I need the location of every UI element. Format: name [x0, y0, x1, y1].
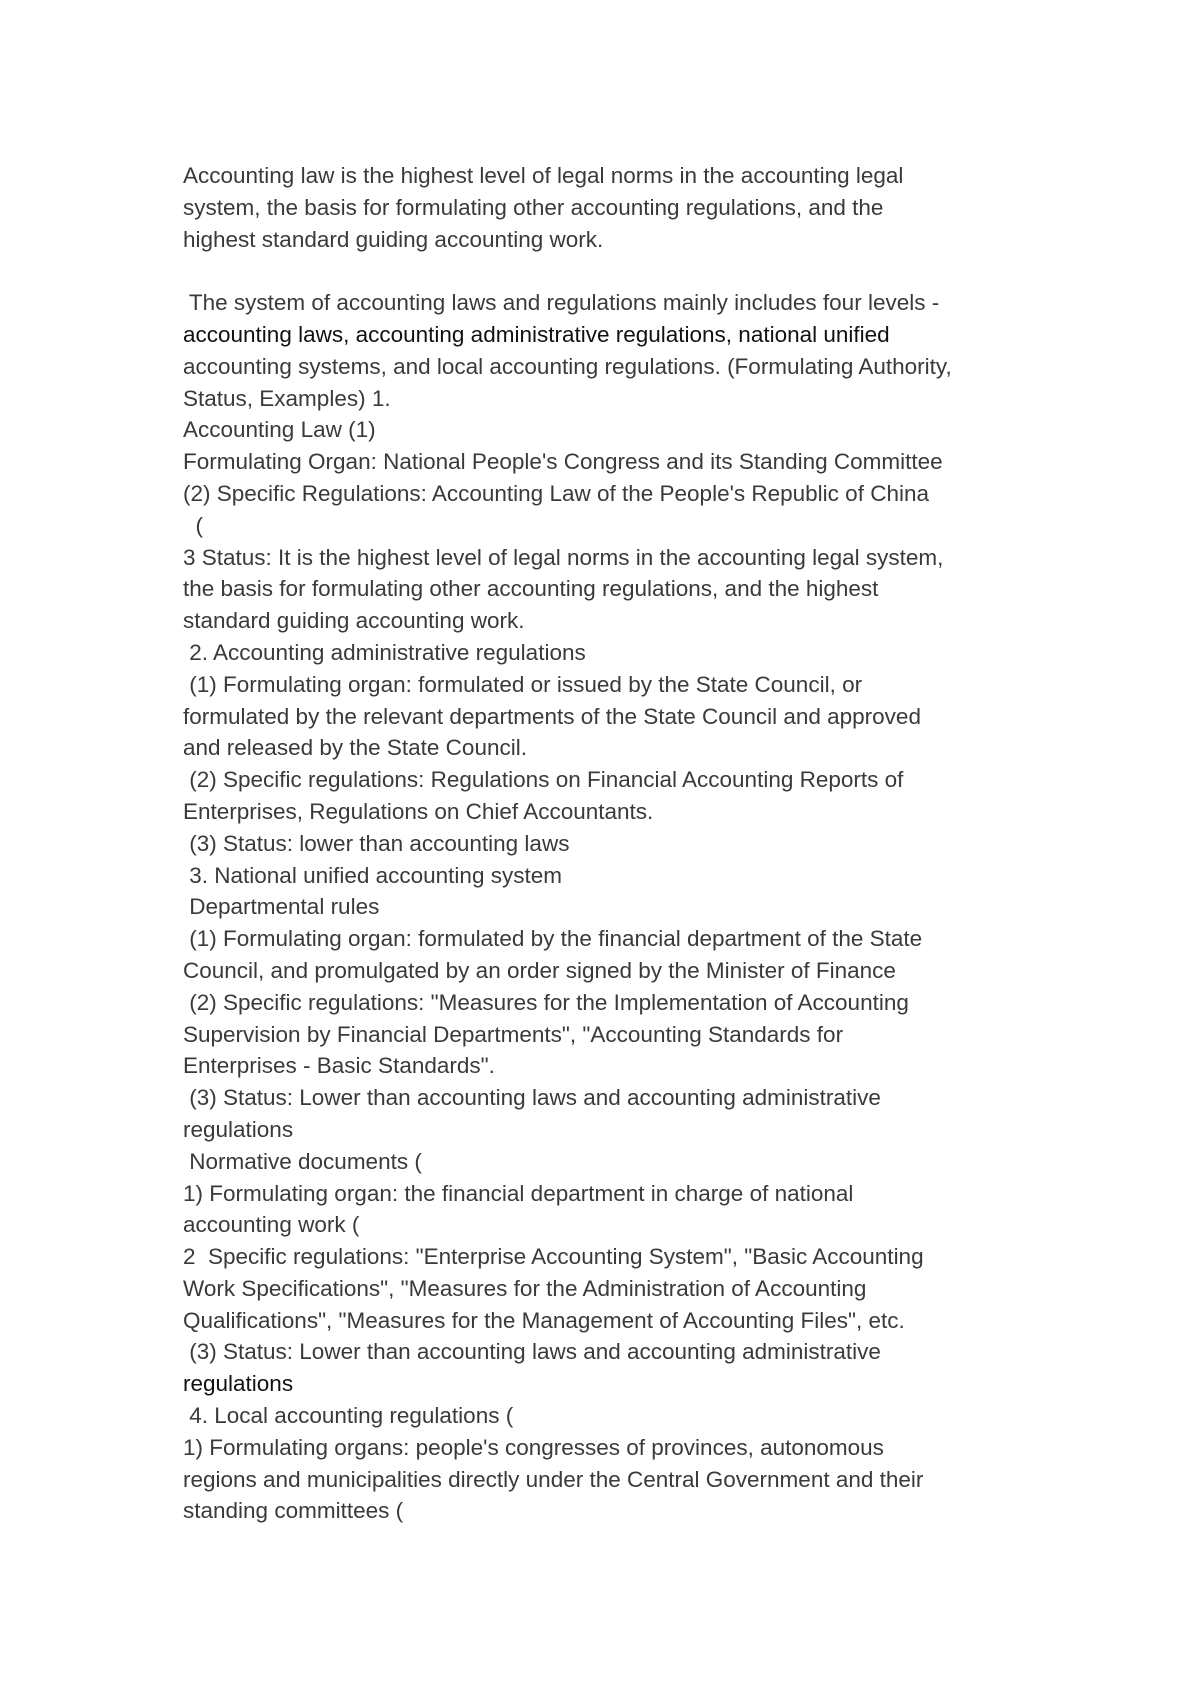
blank-line: [183, 255, 1043, 287]
text-line: (1) Formulating organ: formulated by the financial department of the State: [183, 926, 923, 952]
text-line: standing committees (: [183, 1498, 404, 1524]
text-line: 4. Local accounting regulations (: [183, 1403, 514, 1429]
text-line: highest standard guiding accounting work.: [183, 226, 604, 252]
text-line: 2. Accounting administrative regulations: [183, 639, 586, 665]
text-line: regulations: [183, 1371, 294, 1397]
text-line: (3) Status: Lower than accounting laws and accounting administrative: [183, 1085, 881, 1111]
text-line: standard guiding accounting work.: [183, 608, 525, 634]
text-line: accounting laws, accounting administrative regulations, national unified: [183, 321, 890, 347]
text-line: Enterprises, Regulations on Chief Accountants.: [183, 798, 654, 824]
text-line: Normative documents (: [183, 1148, 422, 1174]
text-line: formulated by the relevant departments of the State Council and approved: [183, 703, 921, 729]
text-line: (3) Status: Lower than accounting laws and accounting administrative: [183, 1339, 881, 1365]
text-line: The system of accounting laws and regulations mainly includes four levels -: [183, 290, 940, 316]
text-line: Departmental rules: [183, 894, 380, 920]
text-line: Accounting law is the highest level of legal norms in the accounting legal: [183, 163, 904, 188]
text-line: regulations: [183, 1116, 294, 1142]
text-line: Formulating Organ: National People's Congress and its Standing Committee: [183, 449, 943, 475]
text-line: (2) Specific regulations: Regulations on Financial Accounting Reports of: [183, 767, 904, 793]
text-line: Work Specifications", "Measures for the Administration of Accounting: [183, 1275, 867, 1301]
text-line: (1) Formulating organ: formulated or issued by the State Council, or: [183, 671, 863, 697]
text-line: the basis for formulating other accounting regulations, and the highest: [183, 576, 879, 602]
text-line: (2) Specific regulations: "Measures for the Implementation of Accounting: [183, 989, 909, 1015]
text-line: 3. National unified accounting system: [183, 862, 562, 888]
text-line: Council, and promulgated by an order signed by the Minister of Finance: [183, 957, 896, 983]
text-line: accounting work (: [183, 1212, 360, 1238]
text-line: 1) Formulating organ: the financial department in charge of national: [183, 1180, 854, 1206]
text-line: 3 Status: It is the highest level of legal norms in the accounting legal system,: [183, 544, 944, 570]
text-line: Enterprises - Basic Standards".: [183, 1053, 495, 1079]
text-line: 2 Specific regulations: "Enterprise Accounting System", "Basic Accounting: [183, 1244, 924, 1270]
text-line: (2) Specific Regulations: Accounting Law of the People's Republic of China: [183, 480, 929, 506]
text-line: (: [183, 512, 203, 538]
text-line: (3) Status: lower than accounting laws: [183, 830, 570, 856]
text-line: Status, Examples) 1.: [183, 385, 391, 411]
text-line: 1) Formulating organs: people's congresses of provinces, autonomous: [183, 1434, 884, 1460]
text-line: Supervision by Financial Departments", "Accounting Standards for: [183, 1021, 844, 1047]
text-line: and released by the State Council.: [183, 735, 527, 761]
text-line: regions and municipalities directly under the Central Government and their: [183, 1466, 924, 1492]
document-body: [183, 160, 1043, 1527]
text-line: Accounting Law (1): [183, 417, 376, 443]
text-line: system, the basis for formulating other accounting regulations, and the: [183, 194, 884, 220]
text-line: accounting systems, and local accounting regulations. (Formulating Authority,: [183, 353, 952, 379]
text-line: Qualifications", "Measures for the Management of Accounting Files", etc.: [183, 1307, 905, 1333]
